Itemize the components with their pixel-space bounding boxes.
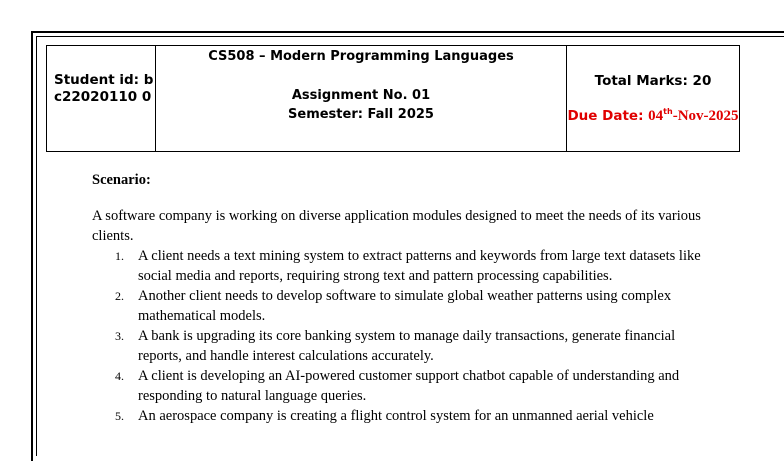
marks-cell xyxy=(567,46,739,151)
assignment-header-table xyxy=(46,45,740,152)
scenario-heading: Scenario: xyxy=(92,172,151,188)
client-requirements-list xyxy=(92,246,712,426)
list-item xyxy=(92,286,712,326)
list-item-text: A bank is upgrading its core banking system to manage daily transactions, generate financial reports, and handle interest calculations accurately. xyxy=(138,328,676,364)
assignment-number: Assignment No. 01 xyxy=(291,88,431,103)
scenario-intro: A software company is working on diverse application modules designed to meet the needs of its various clients. xyxy=(92,208,701,244)
list-item-text: A client needs a text mining system to extract patterns and keywords from large text datasets like social media and reports, requiring strong text and pattern processing capabilities. xyxy=(138,248,701,284)
list-item-number: 5. xyxy=(115,409,124,423)
total-marks: Total Marks: 20 xyxy=(594,73,712,89)
scenario-section xyxy=(92,170,712,426)
list-item-text: A client is developing an AI-powered customer support chatbot capable of understanding and responding to natural language queries. xyxy=(138,368,680,404)
student-id: Student id: bc22020110 0 xyxy=(54,72,154,105)
list-item xyxy=(92,326,712,366)
course-info-cell xyxy=(156,46,567,151)
semester: Semester: Fall 2025 xyxy=(288,107,434,122)
list-item-number: 2. xyxy=(115,289,124,303)
list-item-text: Another client needs to develop software to simulate global weather patterns using complex mathematical models. xyxy=(138,288,672,324)
course-title: CS508 – Modern Programming Languages xyxy=(208,49,514,64)
student-id-cell xyxy=(47,46,156,151)
due-date-month-year: -Nov-2025 xyxy=(672,107,739,124)
due-date-suffix: th xyxy=(663,107,673,116)
due-date xyxy=(567,107,739,125)
due-date-day: 04 xyxy=(648,107,664,124)
list-item-number: 4. xyxy=(115,369,124,383)
list-item xyxy=(92,406,712,426)
list-item xyxy=(92,246,712,286)
due-date-label: Due Date: xyxy=(567,107,649,124)
list-item-number: 3. xyxy=(115,329,124,343)
list-item xyxy=(92,366,712,406)
list-item-text: An aerospace company is creating a flight control system for an unmanned aerial vehicle xyxy=(138,408,654,424)
list-item-number: 1. xyxy=(115,249,124,263)
